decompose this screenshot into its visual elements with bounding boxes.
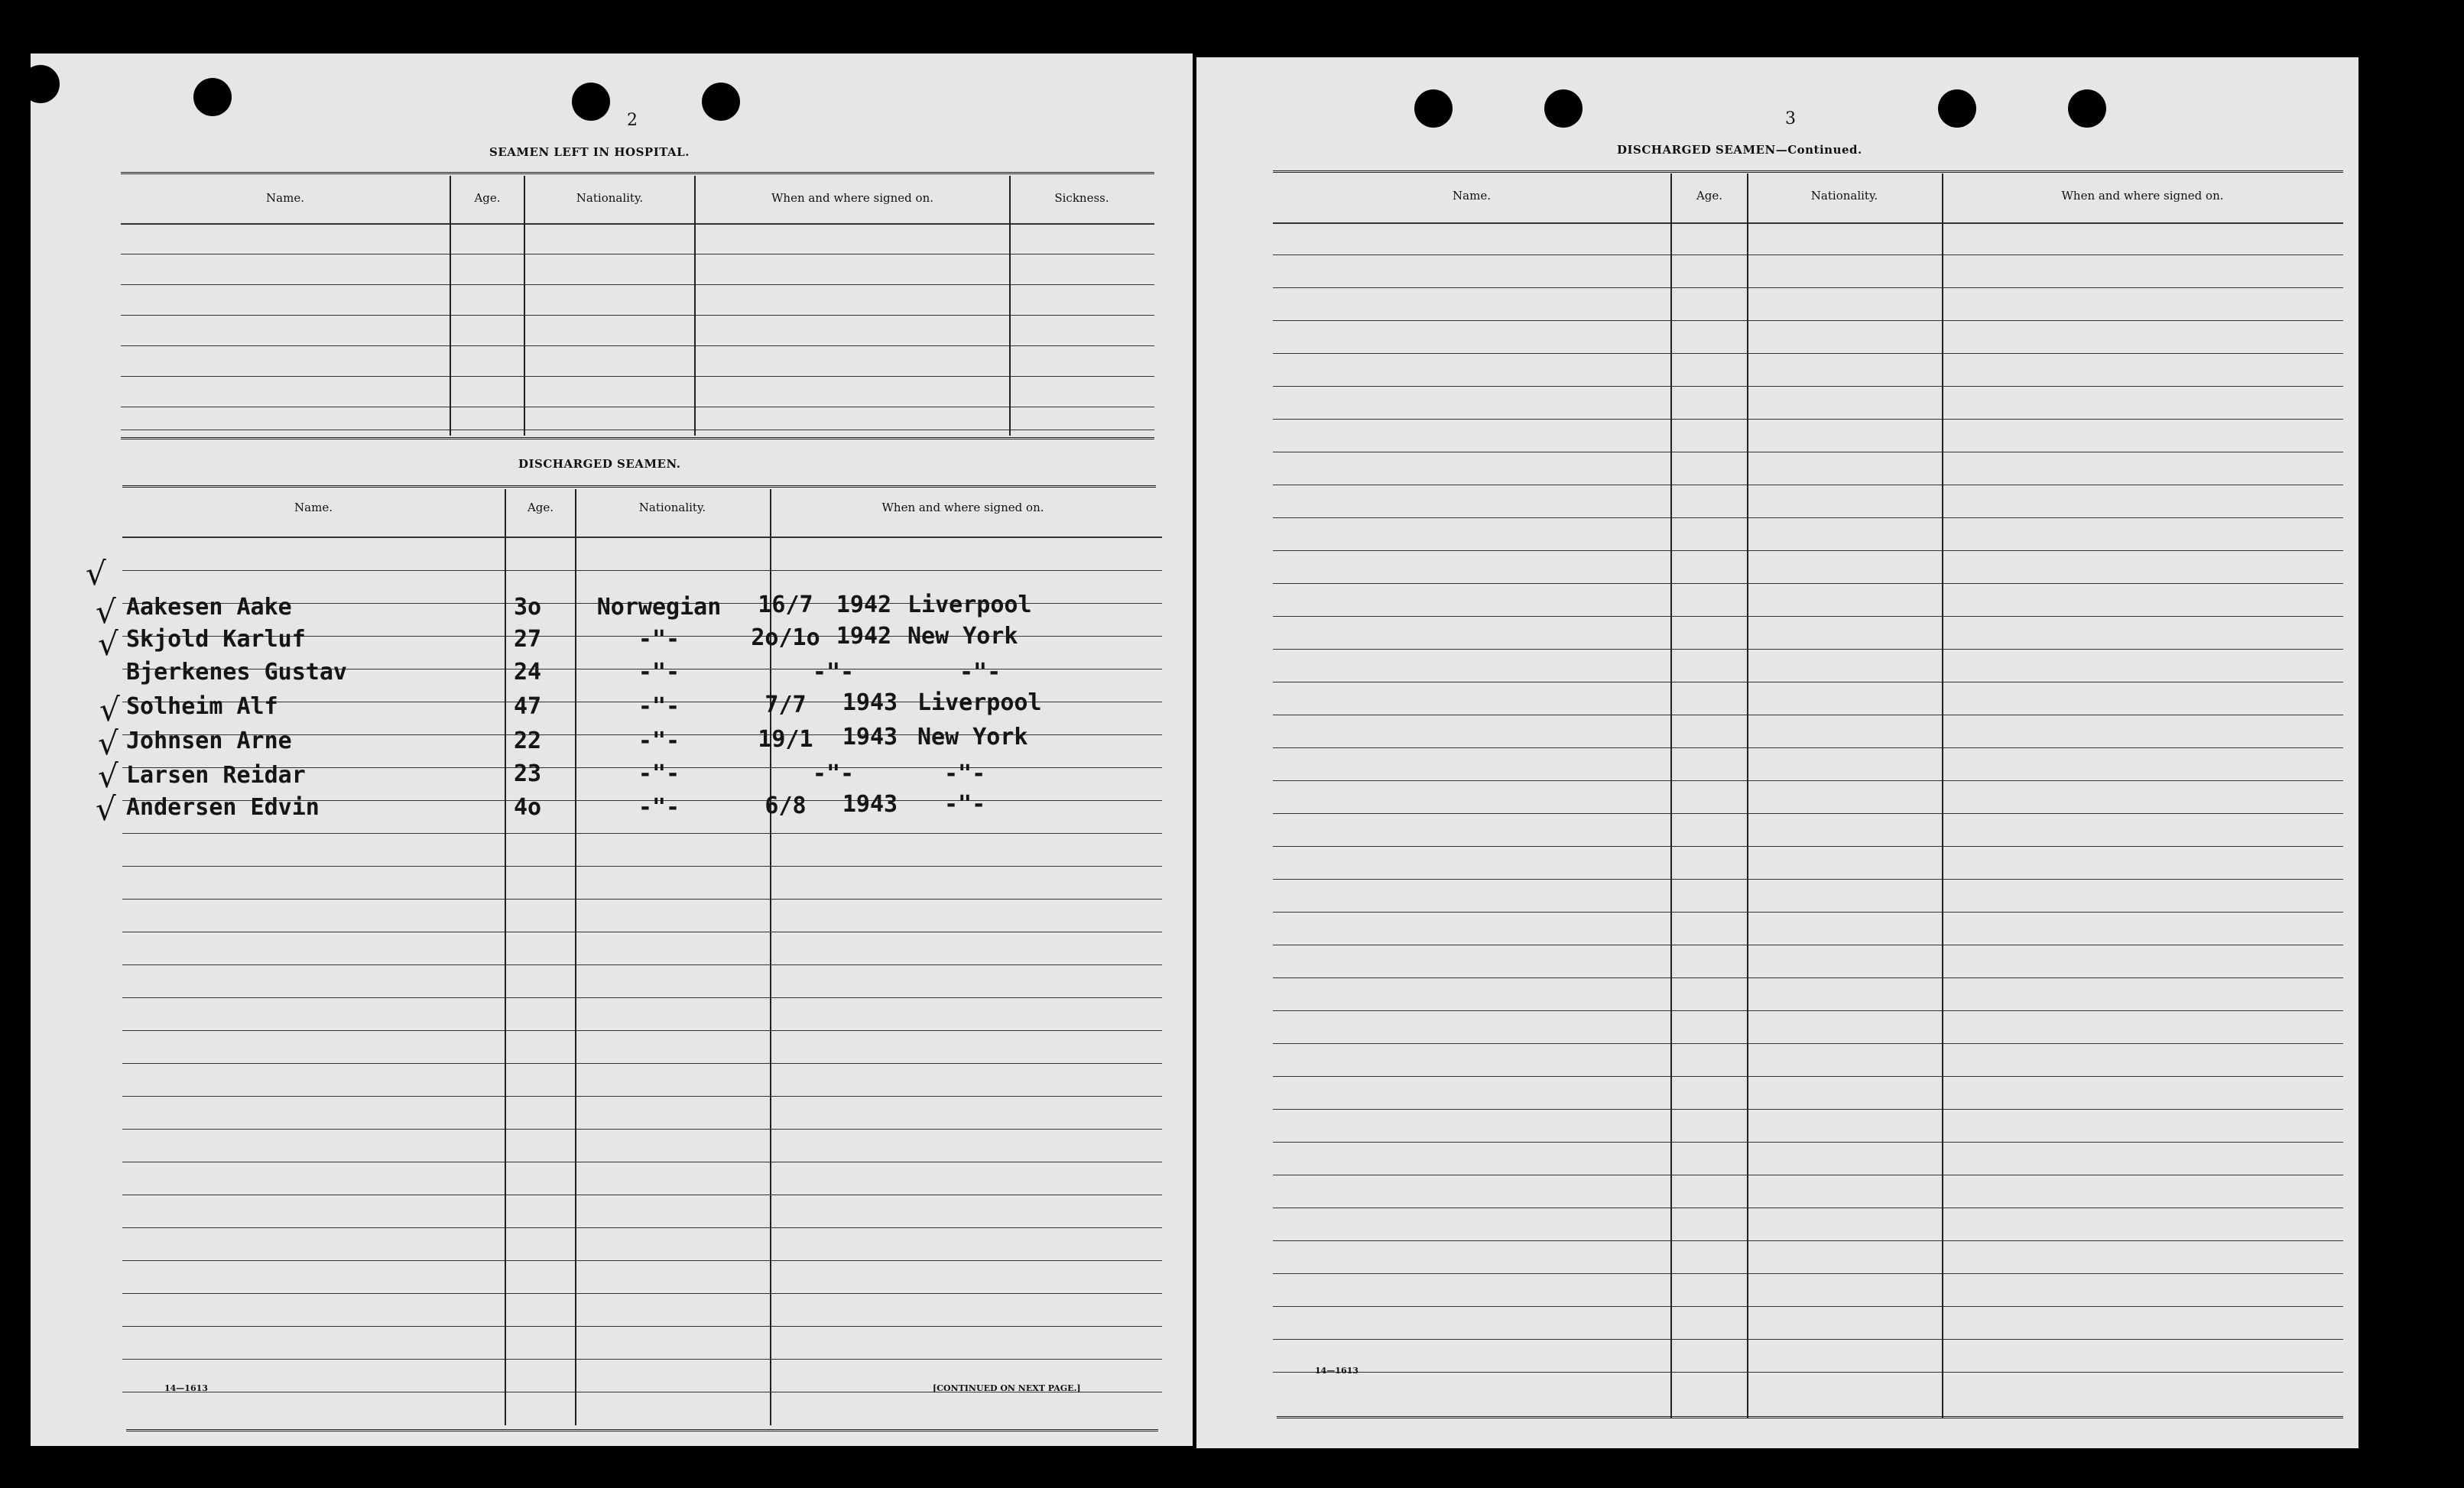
page-title: DISCHARGED SEAMEN—Continued. xyxy=(1617,143,1862,157)
seaman-nationality: -"- xyxy=(638,760,680,787)
row-rule xyxy=(1273,616,2343,617)
col-header-age: Age. xyxy=(1696,189,1723,203)
signed-on-date: 16/7 xyxy=(758,592,813,618)
row-rule xyxy=(122,1359,1162,1360)
signed-on-date: 19/1 xyxy=(758,726,813,753)
col-header-signed-on: When and where signed on. xyxy=(771,191,933,205)
col-header-nationality: Nationality. xyxy=(576,191,644,205)
col-header-name: Name. xyxy=(266,191,304,205)
seaman-age: 4o xyxy=(514,794,542,821)
check-mark: √ xyxy=(86,555,106,592)
row-rule xyxy=(1273,780,2343,781)
row-rule xyxy=(122,899,1162,900)
seaman-age: 22 xyxy=(514,728,542,754)
seaman-name: Larsen Reidar xyxy=(126,762,306,789)
right-page xyxy=(1196,57,2358,1448)
seaman-nationality: -"- xyxy=(638,659,680,686)
punch-hole xyxy=(1414,89,1453,128)
check-mark: √ xyxy=(98,625,118,663)
column-divider xyxy=(450,176,451,436)
continued-note: [CONTINUED ON NEXT PAGE.] xyxy=(933,1383,1081,1393)
header-rule xyxy=(1273,222,2343,224)
row-rule xyxy=(122,997,1162,998)
col-header-nationality: Nationality. xyxy=(1810,189,1878,203)
row-rule xyxy=(1273,977,2343,978)
row-rule xyxy=(1273,386,2343,387)
col-header-nationality: Nationality. xyxy=(638,501,706,514)
check-mark: √ xyxy=(96,790,116,828)
table-top-rule xyxy=(122,485,1156,488)
header-rule xyxy=(121,223,1154,225)
row-rule xyxy=(1273,320,2343,321)
seaman-age: 23 xyxy=(514,760,542,787)
row-rule xyxy=(1273,1010,2343,1011)
row-rule xyxy=(121,284,1154,285)
column-divider xyxy=(1670,173,1672,1418)
seaman-nationality: Norwegian xyxy=(596,594,722,621)
seaman-name: Solheim Alf xyxy=(126,693,278,720)
column-divider xyxy=(1009,176,1011,436)
signed-on-year: 1943 xyxy=(842,724,898,750)
col-header-name: Name. xyxy=(1453,189,1491,203)
table-bottom-rule xyxy=(126,1429,1158,1431)
seaman-name: Aakesen Aake xyxy=(126,594,292,621)
row-rule xyxy=(1273,1372,2343,1373)
signed-on-year: -"- xyxy=(812,659,855,686)
signed-on-place: New York xyxy=(907,623,1018,650)
row-rule xyxy=(122,1326,1162,1327)
seaman-age: 24 xyxy=(514,659,542,686)
punch-hole xyxy=(31,65,60,103)
row-rule xyxy=(1273,517,2343,518)
row-rule xyxy=(1273,846,2343,847)
header-rule xyxy=(122,537,1162,538)
row-rule xyxy=(121,315,1154,316)
punch-hole xyxy=(1938,89,1976,128)
row-rule xyxy=(1273,1240,2343,1241)
column-divider xyxy=(1942,173,1943,1418)
row-rule xyxy=(1273,353,2343,354)
signed-on-place: -"- xyxy=(944,760,986,787)
left-page xyxy=(31,53,1193,1446)
col-header-sickness: Sickness. xyxy=(1054,191,1109,205)
signed-on-year: 1943 xyxy=(842,791,898,818)
row-rule xyxy=(122,1096,1162,1097)
row-rule xyxy=(122,833,1162,834)
punch-hole xyxy=(2068,89,2106,128)
row-rule xyxy=(1273,254,2343,255)
seaman-nationality: -"- xyxy=(638,693,680,720)
col-header-age: Age. xyxy=(474,191,501,205)
seaman-age: 47 xyxy=(514,693,542,720)
table-top-rule xyxy=(1273,170,2343,173)
row-rule xyxy=(121,376,1154,377)
check-mark: √ xyxy=(99,691,120,728)
form-code: 14—1613 xyxy=(1315,1366,1359,1376)
signed-on-year: -"- xyxy=(812,760,855,787)
row-rule xyxy=(1273,1273,2343,1274)
col-header-age: Age. xyxy=(527,501,554,514)
row-rule xyxy=(1273,419,2343,420)
row-rule xyxy=(122,1227,1162,1228)
signed-on-place: New York xyxy=(917,724,1028,750)
signed-on-place: -"- xyxy=(959,659,1002,686)
column-divider xyxy=(694,176,696,436)
row-rule xyxy=(1273,879,2343,880)
seaman-age: 27 xyxy=(514,626,542,653)
signed-on-place: -"- xyxy=(944,791,986,818)
check-mark: √ xyxy=(98,725,118,762)
seaman-name: Andersen Edvin xyxy=(126,794,320,821)
check-mark: √ xyxy=(96,593,116,631)
row-rule xyxy=(121,345,1154,346)
signed-on-place: Liverpool xyxy=(907,592,1032,618)
row-rule xyxy=(1273,912,2343,913)
row-rule xyxy=(122,1260,1162,1261)
signed-on-year: 1942 xyxy=(836,623,892,650)
col-header-signed-on: When and where signed on. xyxy=(881,501,1044,514)
col-header-signed-on: When and where signed on. xyxy=(2061,189,2224,203)
column-divider xyxy=(505,489,506,1425)
seaman-age: 3o xyxy=(514,594,542,621)
punch-hole xyxy=(193,78,232,116)
table-bottom-rule xyxy=(1277,1416,2343,1418)
hospital-section-title: SEAMEN LEFT IN HOSPITAL. xyxy=(489,145,690,159)
signed-on-year: 1943 xyxy=(842,689,898,716)
punch-hole xyxy=(572,83,610,121)
row-rule xyxy=(1273,1076,2343,1077)
row-rule xyxy=(1273,1109,2343,1110)
row-rule xyxy=(122,1293,1162,1294)
punch-hole xyxy=(1544,89,1583,128)
row-rule xyxy=(1273,813,2343,814)
row-rule xyxy=(1273,1339,2343,1340)
signed-on-date: 6/8 xyxy=(765,793,807,819)
row-rule xyxy=(122,570,1162,571)
seaman-name: Skjold Karluf xyxy=(126,626,306,653)
row-rule xyxy=(1273,1043,2343,1044)
column-divider xyxy=(524,176,525,436)
row-rule xyxy=(122,1030,1162,1031)
col-header-name: Name. xyxy=(294,501,333,514)
row-rule xyxy=(1273,1142,2343,1143)
seaman-nationality: -"- xyxy=(638,794,680,821)
seaman-name: Johnsen Arne xyxy=(126,728,292,754)
column-divider xyxy=(1747,173,1748,1418)
discharged-section-title: DISCHARGED SEAMEN. xyxy=(518,457,681,471)
row-rule xyxy=(122,866,1162,867)
signed-on-place: Liverpool xyxy=(917,689,1042,716)
seaman-name: Bjerkenes Gustav xyxy=(126,659,347,686)
page-number: 2 xyxy=(627,111,638,130)
signed-on-date: 7/7 xyxy=(765,692,807,718)
row-rule xyxy=(1273,287,2343,288)
signed-on-date: 2o/1o xyxy=(751,624,820,651)
seaman-nationality: -"- xyxy=(638,728,680,754)
row-rule xyxy=(1273,747,2343,748)
row-rule xyxy=(1273,649,2343,650)
row-rule xyxy=(1273,1306,2343,1307)
page-number: 3 xyxy=(1785,109,1796,128)
punch-hole xyxy=(702,83,740,121)
row-rule xyxy=(122,1063,1162,1064)
check-mark: √ xyxy=(98,757,118,795)
seaman-nationality: -"- xyxy=(638,626,680,653)
signed-on-year: 1942 xyxy=(836,592,892,618)
row-rule xyxy=(122,964,1162,965)
form-code: 14—1613 xyxy=(164,1383,208,1393)
row-rule xyxy=(1273,550,2343,551)
table-top-rule xyxy=(121,172,1154,174)
row-rule xyxy=(122,1129,1162,1130)
row-rule xyxy=(1273,583,2343,584)
table-bottom-rule xyxy=(121,437,1154,439)
